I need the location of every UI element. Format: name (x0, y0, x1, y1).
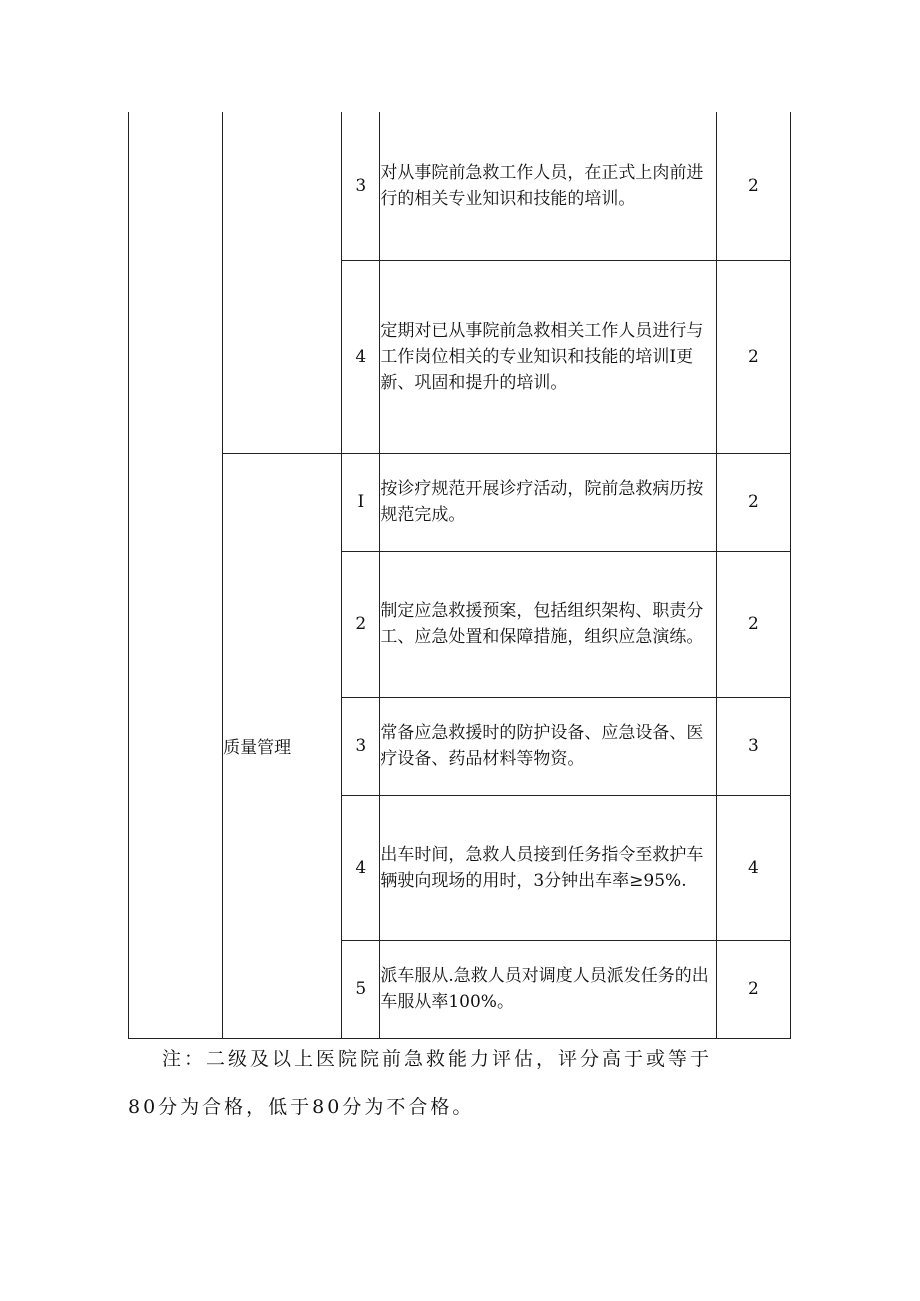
item-score: 2 (716, 453, 790, 551)
table-row (129, 453, 791, 551)
item-number: 4 (342, 795, 380, 940)
item-number: 3 (342, 697, 380, 795)
item-score: 4 (716, 795, 790, 940)
category-cell-training (223, 112, 342, 453)
item-score: 2 (716, 551, 790, 697)
item-content: 出车时间，急救人员接到任务指令至救护车辆驶向现场的用时，3分钟出车率≥95%. (380, 795, 717, 940)
item-number: 4 (342, 260, 380, 453)
item-number: 2 (342, 551, 380, 697)
item-number: 3 (342, 112, 380, 260)
note-line-1: 注：二级及以上医院院前急救能力评估，评分高于或等于 (162, 1048, 713, 1070)
item-content: 派车服从.急救人员对调度人员派发任务的出车服从率100%。 (380, 940, 717, 1038)
item-content: 常备应急救援时的防护设备、应急设备、医疗设备、药品材料等物资。 (380, 697, 717, 795)
item-content: 按诊疗规范开展诊疗活动，院前急救病历按规范完成。 (380, 453, 717, 551)
item-content: 制定应急救援预案，包括组织架构、职责分工、应急处置和保障措施，组织应急演练。 (380, 551, 717, 697)
item-number: I (342, 453, 380, 551)
note-line-2: 80分为合格，低于80分为不合格。 (128, 1096, 475, 1118)
item-score: 3 (716, 697, 790, 795)
item-score: 2 (716, 940, 790, 1038)
item-number: 5 (342, 940, 380, 1038)
item-score: 2 (716, 260, 790, 453)
table-row (129, 112, 791, 260)
category-cell-left (129, 112, 223, 1038)
item-content: 对从事院前急救工作人员，在正式上肉前进行的相关专业知识和技能的培训。 (380, 112, 717, 260)
item-content: 定期对已从事院前急救相关工作人员进行与工作岗位相关的专业知识和技能的培训I更新、巩固和提升的培训。 (380, 260, 717, 453)
category-quality-management: 质量管理 (223, 453, 342, 1038)
evaluation-table (128, 112, 791, 1039)
item-score: 2 (716, 112, 790, 260)
